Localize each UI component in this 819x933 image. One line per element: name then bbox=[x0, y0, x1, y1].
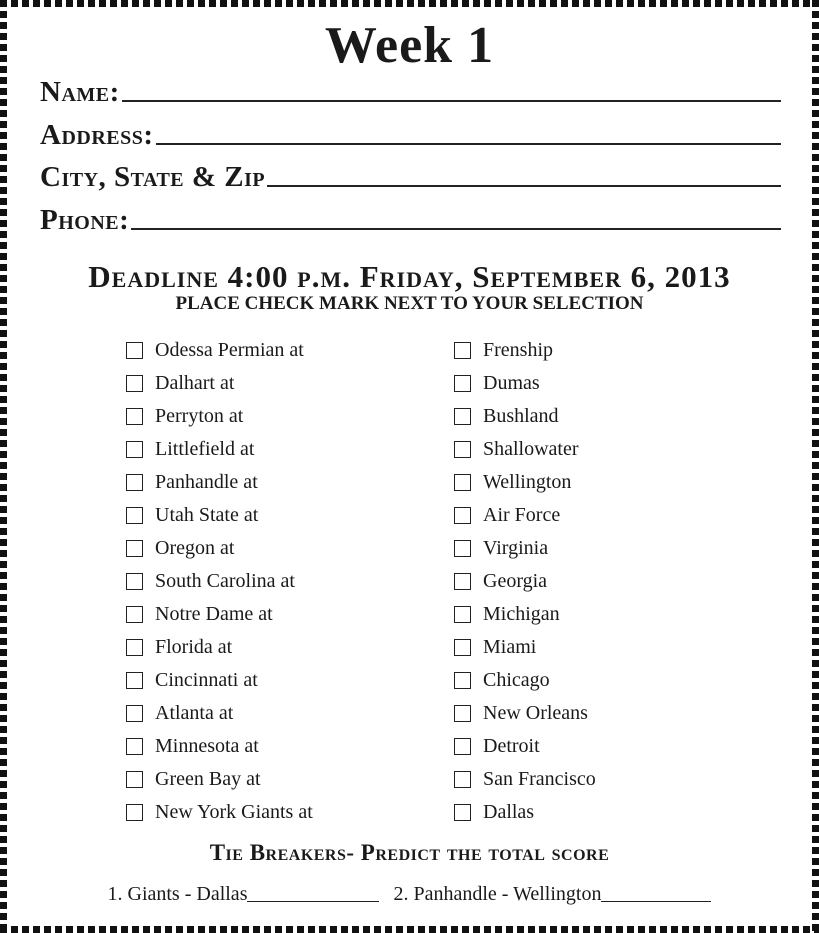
pick-home[interactable] bbox=[454, 534, 548, 562]
address-label: Address: bbox=[40, 119, 154, 151]
home-checkbox[interactable] bbox=[454, 573, 471, 590]
home-team-label: Chicago bbox=[483, 669, 550, 691]
home-team-label: San Francisco bbox=[483, 768, 596, 790]
home-checkbox[interactable] bbox=[454, 639, 471, 656]
away-checkbox[interactable] bbox=[126, 342, 143, 359]
game-row bbox=[126, 699, 686, 732]
city-state-zip-input-line[interactable] bbox=[267, 185, 781, 187]
deadline-heading: Deadline 4:00 p.m. Friday, September 6, 2013 bbox=[88, 259, 731, 294]
pick-home[interactable] bbox=[454, 435, 579, 463]
away-checkbox[interactable] bbox=[126, 540, 143, 557]
pick-away[interactable] bbox=[126, 435, 254, 463]
pick-away[interactable] bbox=[126, 402, 243, 430]
away-checkbox[interactable] bbox=[126, 507, 143, 524]
tie-breaker-2[interactable] bbox=[393, 880, 711, 908]
home-team-label: Georgia bbox=[483, 570, 548, 592]
home-checkbox[interactable] bbox=[454, 540, 471, 557]
away-checkbox[interactable] bbox=[126, 474, 143, 491]
address-field[interactable] bbox=[40, 117, 781, 151]
pick-home[interactable] bbox=[454, 600, 560, 628]
pick-away[interactable] bbox=[126, 600, 273, 628]
tie-breakers-heading: Tie Breakers- Predict the total score bbox=[209, 840, 610, 865]
away-team-label: Cincinnati at bbox=[155, 669, 258, 691]
tie-breakers-row bbox=[0, 880, 819, 908]
name-label: Name: bbox=[40, 76, 120, 108]
home-checkbox[interactable] bbox=[454, 771, 471, 788]
home-team-label: Dallas bbox=[483, 801, 535, 823]
address-input-line[interactable] bbox=[156, 143, 781, 145]
pick-home[interactable] bbox=[454, 567, 547, 595]
home-team-label: New Orleans bbox=[483, 702, 588, 724]
game-row bbox=[126, 534, 686, 567]
pick-home[interactable] bbox=[454, 798, 534, 826]
home-checkbox[interactable] bbox=[454, 408, 471, 425]
games-list bbox=[126, 336, 686, 831]
away-team-label: Odessa Permian at bbox=[155, 339, 304, 361]
away-team-label: Notre Dame at bbox=[155, 603, 273, 625]
away-checkbox[interactable] bbox=[126, 771, 143, 788]
away-checkbox[interactable] bbox=[126, 804, 143, 821]
home-team-label: Frenship bbox=[483, 339, 553, 361]
pick-home[interactable] bbox=[454, 336, 553, 364]
pick-home[interactable] bbox=[454, 699, 588, 727]
away-checkbox[interactable] bbox=[126, 672, 143, 689]
phone-field[interactable] bbox=[40, 202, 781, 236]
home-team-label: Bushland bbox=[483, 405, 559, 427]
home-checkbox[interactable] bbox=[454, 474, 471, 491]
game-row bbox=[126, 765, 686, 798]
pick-away[interactable] bbox=[126, 633, 232, 661]
away-team-label: Oregon at bbox=[155, 537, 235, 559]
tie-breaker-1-input-line[interactable] bbox=[247, 901, 379, 902]
game-row bbox=[126, 600, 686, 633]
dashed-border-top bbox=[0, 0, 819, 7]
away-checkbox[interactable] bbox=[126, 408, 143, 425]
home-team-label: Detroit bbox=[483, 735, 540, 757]
name-input-line[interactable] bbox=[122, 100, 781, 102]
game-row bbox=[126, 402, 686, 435]
phone-label: Phone: bbox=[40, 204, 130, 236]
game-row bbox=[126, 798, 686, 831]
home-team-label: Michigan bbox=[483, 603, 560, 625]
home-checkbox[interactable] bbox=[454, 441, 471, 458]
home-team-label: Dumas bbox=[483, 372, 540, 394]
home-team-label: Wellington bbox=[483, 471, 572, 493]
dashed-border-left bbox=[0, 0, 7, 933]
phone-input-line[interactable] bbox=[131, 228, 781, 230]
city-state-zip-field[interactable] bbox=[40, 159, 781, 193]
away-team-label: Minnesota at bbox=[155, 735, 259, 757]
away-team-label: Dalhart at bbox=[155, 372, 235, 394]
game-row bbox=[126, 501, 686, 534]
pick-away[interactable] bbox=[126, 567, 295, 595]
home-checkbox[interactable] bbox=[454, 606, 471, 623]
instruction-text: PLACE CHECK MARK NEXT TO YOUR SELECTION bbox=[175, 293, 644, 314]
pick-home[interactable] bbox=[454, 468, 571, 496]
game-row bbox=[126, 633, 686, 666]
pick-away[interactable] bbox=[126, 501, 258, 529]
pick-away[interactable] bbox=[126, 336, 304, 364]
game-row bbox=[126, 567, 686, 600]
game-row bbox=[126, 666, 686, 699]
dashed-border-right bbox=[812, 0, 819, 933]
pick-away[interactable] bbox=[126, 765, 261, 793]
game-row bbox=[126, 732, 686, 765]
pick-away[interactable] bbox=[126, 732, 259, 760]
pick-home[interactable] bbox=[454, 765, 596, 793]
game-row bbox=[126, 435, 686, 468]
away-checkbox[interactable] bbox=[126, 738, 143, 755]
game-row bbox=[126, 468, 686, 501]
away-team-label: Panhandle at bbox=[155, 471, 258, 493]
home-checkbox[interactable] bbox=[454, 672, 471, 689]
away-team-label: Florida at bbox=[155, 636, 233, 658]
away-team-label: Utah State at bbox=[155, 504, 259, 526]
home-team-label: Virginia bbox=[483, 537, 549, 559]
pick-away[interactable] bbox=[126, 699, 233, 727]
tie-breaker-2-input-line[interactable] bbox=[601, 901, 711, 902]
page-title: Week 1 bbox=[324, 17, 495, 74]
away-checkbox[interactable] bbox=[126, 573, 143, 590]
name-field[interactable] bbox=[40, 74, 781, 108]
pick-home[interactable] bbox=[454, 501, 560, 529]
away-team-label: New York Giants at bbox=[155, 801, 313, 823]
home-checkbox[interactable] bbox=[454, 375, 471, 392]
pick-home[interactable] bbox=[454, 369, 540, 397]
pick-away[interactable] bbox=[126, 369, 234, 397]
away-team-label: South Carolina at bbox=[155, 570, 295, 592]
away-checkbox[interactable] bbox=[126, 639, 143, 656]
home-checkbox[interactable] bbox=[454, 507, 471, 524]
pick-away[interactable] bbox=[126, 534, 234, 562]
pick-home[interactable] bbox=[454, 666, 550, 694]
away-checkbox[interactable] bbox=[126, 606, 143, 623]
pick-home[interactable] bbox=[454, 402, 559, 430]
away-team-label: Perryton at bbox=[155, 405, 244, 427]
pick-home[interactable] bbox=[454, 732, 540, 760]
away-checkbox[interactable] bbox=[126, 375, 143, 392]
home-team-label: Air Force bbox=[483, 504, 561, 526]
away-checkbox[interactable] bbox=[126, 441, 143, 458]
pick-home[interactable] bbox=[454, 633, 536, 661]
tie-breaker-1[interactable] bbox=[108, 880, 380, 908]
game-row bbox=[126, 369, 686, 402]
pick-away[interactable] bbox=[126, 798, 313, 826]
home-team-label: Shallowater bbox=[483, 438, 579, 460]
home-checkbox[interactable] bbox=[454, 342, 471, 359]
tie-breaker-1-label: 1. Giants - Dallas bbox=[107, 883, 248, 905]
pick-away[interactable] bbox=[126, 666, 258, 694]
city-state-zip-label: City, State & Zip bbox=[40, 161, 266, 193]
home-checkbox[interactable] bbox=[454, 804, 471, 821]
away-team-label: Green Bay at bbox=[155, 768, 261, 790]
away-team-label: Atlanta at bbox=[155, 702, 234, 724]
game-row bbox=[126, 336, 686, 369]
pick-away[interactable] bbox=[126, 468, 258, 496]
home-checkbox[interactable] bbox=[454, 738, 471, 755]
away-checkbox[interactable] bbox=[126, 705, 143, 722]
dashed-border-bottom bbox=[0, 926, 819, 933]
away-team-label: Littlefield at bbox=[155, 438, 255, 460]
home-checkbox[interactable] bbox=[454, 705, 471, 722]
home-team-label: Miami bbox=[483, 636, 537, 658]
tie-breaker-2-label: 2. Panhandle - Wellington bbox=[393, 883, 602, 905]
